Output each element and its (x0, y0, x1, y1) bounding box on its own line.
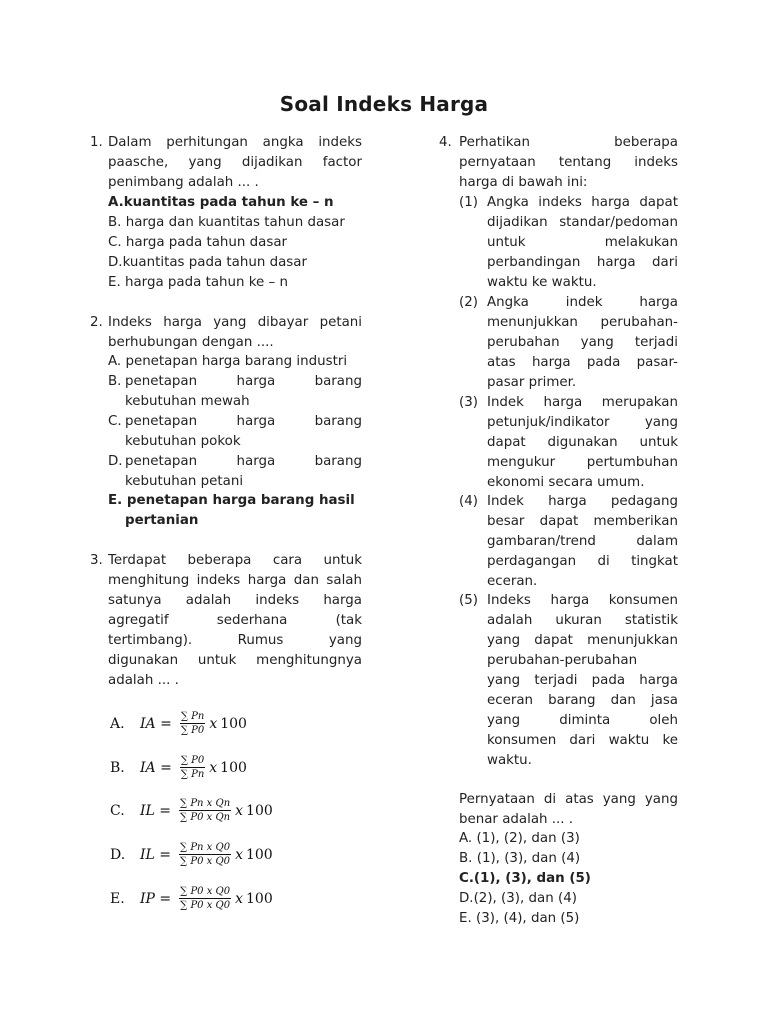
answer-option-b: B. (1), (3), dan (4) (459, 851, 581, 866)
answer-option-label: B. (108, 374, 122, 389)
question-text-line: Terdapat beberapa cara untuk (108, 553, 362, 568)
formula-option-b: B. IA = $\frac{\sum P0}{\sum Pn}$ x 100 (110, 755, 247, 780)
question-number: 2. (90, 315, 103, 330)
answer-option-c-cont: kebutuhan pokok (125, 434, 241, 449)
statement-2-line: atas harga pada pasar- (487, 355, 678, 370)
question-text-line: harga di bawah ini: (459, 175, 588, 190)
answer-option-e-cont: pertanian (125, 513, 199, 528)
statement-label: (3) (459, 395, 478, 410)
statement-5-line: yang terjadi pada harga (487, 673, 678, 688)
statement-3-line: mengukur pertumbuhan (487, 455, 678, 470)
answer-option-b-cont: kebutuhan mewah (125, 394, 250, 409)
statement-4-line: perdagangan di tingkat (487, 554, 678, 569)
statement-5-line: waktu. (487, 753, 532, 768)
page-title: Soal Indeks Harga (279, 92, 489, 116)
statement-3-line: dapat digunakan untuk (487, 435, 678, 450)
statement-1-line: untuk melakukan (487, 235, 678, 250)
answer-option-a: A. (1), (2), dan (3) (459, 831, 580, 846)
question-text-line: Dalam perhitungan angka indeks (108, 135, 362, 150)
statement-2-line: perubahan yang terjadi (487, 335, 678, 350)
statement-4-line: eceran. (487, 574, 538, 589)
answer-option-e: E. penetapan harga barang hasil (108, 493, 355, 508)
statement-5-line: yang diminta oleh (487, 713, 678, 728)
formula-option-e: E. IP = $\frac{\text{∑ P0 x Q0}}{\text{∑ P0 x Q0}}$ x 100 (110, 886, 273, 911)
answer-option-c: penetapan harga barang (125, 414, 362, 429)
question-text-line: satunya adalah indeks harga (108, 593, 362, 608)
question-number: 4. (439, 135, 452, 150)
answer-option-c: C.(1), (3), dan (5) (459, 871, 591, 886)
answer-option-b: B. harga dan kuantitas tahun dasar (108, 215, 345, 230)
statement-2-line: pasar primer. (487, 375, 577, 390)
question-text-line: pernyataan tentang indeks (459, 155, 678, 170)
answer-option-b: penetapan harga barang (125, 374, 362, 389)
question-text-line: tertimbang). Rumus yang (108, 633, 362, 648)
statement-4-line: Indek harga pedagang (487, 494, 678, 509)
answer-option-label: D. (108, 454, 123, 469)
statement-5-line: konsumen dari waktu ke (487, 733, 678, 748)
statement-1-line: dijadikan standar/pedoman (487, 215, 678, 230)
question-text-line: Indeks harga yang dibayar petani (108, 315, 362, 330)
question-text-line: benar adalah ... . (459, 812, 574, 827)
statement-4-line: besar dapat memberikan (487, 514, 678, 529)
formula-option-a: A. IA = $\frac{\sum Pn}{\sum P0}$ x 100 (110, 711, 247, 736)
statement-5-line: perubahan-perubahan (487, 653, 638, 668)
answer-option-d: penetapan harga barang (125, 454, 362, 469)
statement-label: (4) (459, 494, 478, 509)
statement-5-line: Indeks harga konsumen (487, 593, 678, 608)
question-text-line: digunakan untuk menghitungnya (108, 653, 362, 668)
answer-option-e: E. harga pada tahun ke – n (108, 275, 288, 290)
answer-option-label: C. (108, 414, 122, 429)
question-number: 3. (90, 553, 103, 568)
question-text-line: Perhatikan beberapa (459, 135, 678, 150)
statement-4-line: gambaran/trend dalam (487, 534, 678, 549)
answer-option-d: D.(2), (3), dan (4) (459, 891, 577, 906)
question-number: 1. (90, 135, 103, 150)
statement-label: (5) (459, 593, 478, 608)
question-text-line: penimbang adalah ... . (108, 175, 259, 190)
statement-1-line: waktu ke waktu. (487, 275, 597, 290)
answer-option-a: A.kuantitas pada tahun ke – n (108, 195, 334, 210)
statement-2-line: menunjukkan perubahan- (487, 315, 678, 330)
question-text-line: Pernyataan di atas yang yang (459, 792, 678, 807)
answer-option-c: C. harga pada tahun dasar (108, 235, 288, 250)
statement-3-line: Indek harga merupakan (487, 395, 678, 410)
statement-1-line: Angka indeks harga dapat (487, 195, 678, 210)
question-text-line: adalah ... . (108, 673, 179, 688)
answer-option-d-cont: kebutuhan petani (125, 474, 244, 489)
formula-option-c: C. IL = $\frac{\text{∑ Pn x Qn}}{\text{∑ P0 x Qn}}$ x 100 (110, 798, 273, 823)
answer-option-a: A. penetapan harga barang industri (108, 354, 348, 369)
formula-option-d: D. IL = $\frac{\text{∑ Pn x Q0}}{\text{∑ P0 x Q0}}$ x 100 (110, 842, 273, 867)
statement-5-line: yang dapat menunjukkan (487, 633, 678, 648)
statement-5-line: adalah ukuran statistik (487, 613, 678, 628)
statement-3-line: petunjuk/indikator yang (487, 415, 678, 430)
statement-2-line: Angka indek harga (487, 295, 678, 310)
question-text-line: berhubungan dengan .... (108, 335, 274, 350)
question-text-line: agregatif sederhana (tak (108, 613, 362, 628)
statement-5-line: eceran barang dan jasa (487, 693, 678, 708)
statement-label: (1) (459, 195, 478, 210)
question-text-line: menghitung indeks harga dan salah (108, 573, 362, 588)
answer-option-e: E. (3), (4), dan (5) (459, 911, 580, 926)
statement-3-line: ekonomi secara umum. (487, 475, 645, 490)
statement-label: (2) (459, 295, 478, 310)
statement-1-line: perbandingan harga dari (487, 255, 678, 270)
question-text-line: paasche, yang dijadikan factor (108, 155, 362, 170)
answer-option-d: D.kuantitas pada tahun dasar (108, 255, 307, 270)
